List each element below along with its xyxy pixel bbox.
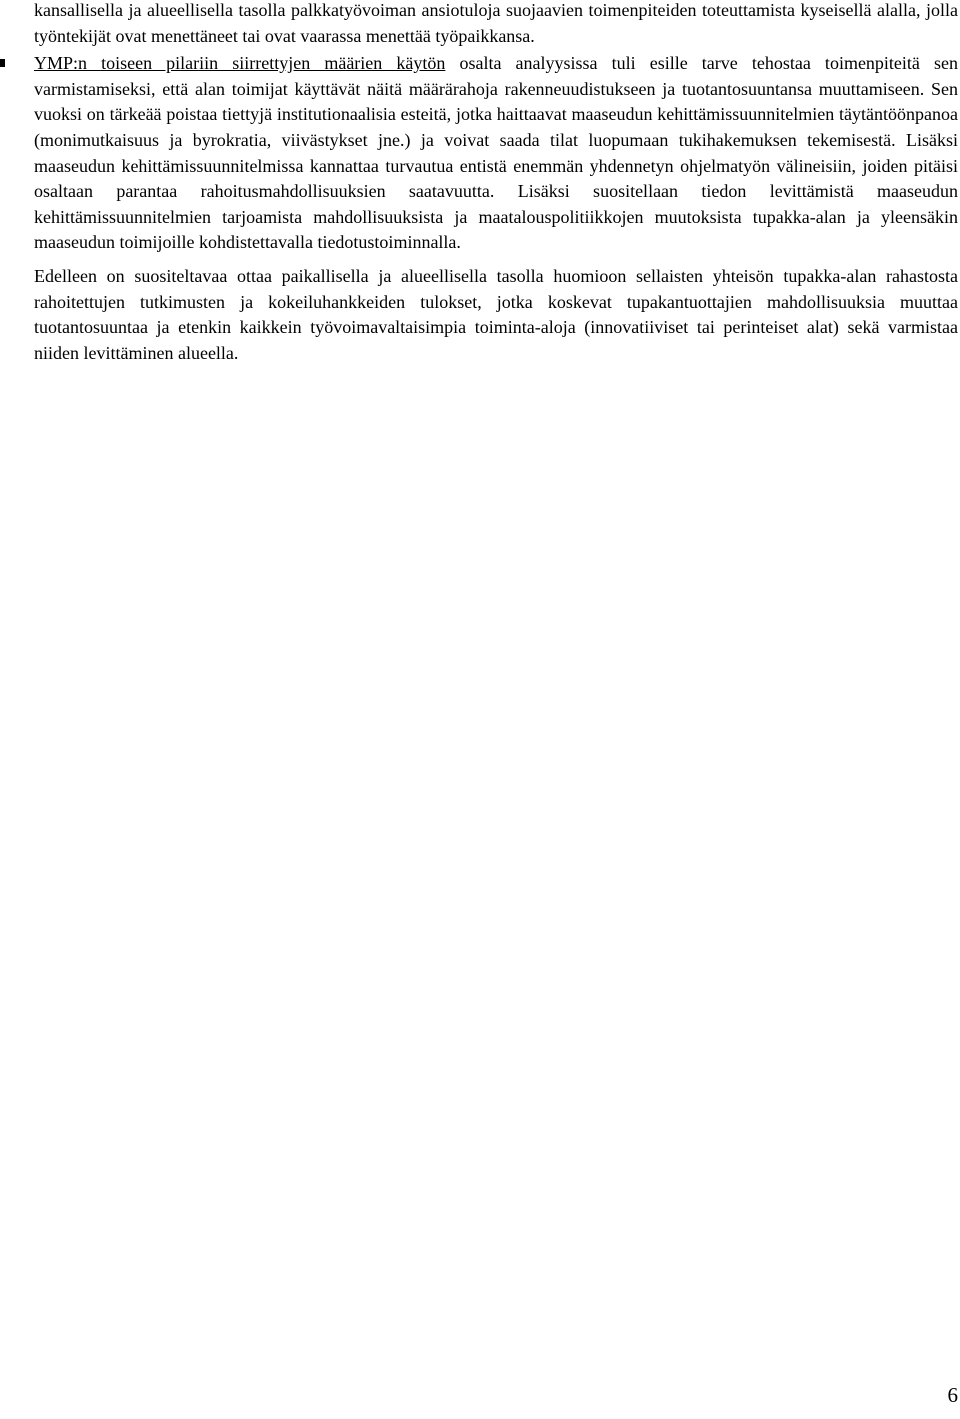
- bullet-text: osalta analyysissa tuli esille tarve tehostaa toimenpiteitä sen varmistamiseksi, että alan toimijat käyttävät näitä määrärahoja rakenneuudistukseen ja tuotantosuuntansa muuttamiseen. Sen vuoksi on tärkeää poistaa tiettyjä institutionaalisia esteitä, jotka haittaavat maaseudun kehittämissuunnitelmien täytäntöönpanoa (monimutkaisuus ja byrokratia, viivästykset jne.) ja voivat saada tilat luopumaan tukihakemuksen tekemisestä. Lisäksi maaseudun kehittämissuunnitelmissa kannattaa turvautua entistä enemmän yhdennetyn ohjelmatyön välineisiin, joiden pitäisi osaltaan parantaa rahoitusmahdollisuuksien saatavuutta. Lisäksi suositellaan tiedon levittämistä maaseudun kehittämissuunnitelmien tarjoamista mahdollisuuksista ja maatalouspolitiikkojen muutoksista tupakka-alan ja yleensäkin maaseudun toimijoille kohdistettavalla tiedotustoiminnalla.: [34, 53, 958, 253]
- paragraph-final: Edelleen on suositeltavaa ottaa paikallisella ja alueellisella tasolla huomioon sellaisten yhteisön tupakka-alan rahastosta rahoitettujen tutkimusten ja kokeiluhankkeiden tulokset, jotka koskevat tupakantuottajien mahdollisuuksia muuttaa tuotantosuuntaa ja etenkin kaikkein työvoimavaltaisimpia toiminta-aloja (innovatiiviset tai perinteiset alat) sekä varmistaa niiden levittäminen alueella.: [34, 265, 958, 363]
- paragraph-continuation: kansallisella ja alueellisella tasolla palkkatyövoiman ansiotuloja suojaavien toimenpiteiden toteuttamista kyseisellä alalla, jolla työntekijät ovat menettäneet tai ovat vaarassa menettää työpaikkansa.: [34, 0, 958, 46]
- page-number: 6: [947, 1383, 958, 1407]
- document-page: [34, 0, 958, 366]
- square-bullet-icon: [0, 59, 5, 67]
- paragraph-bullet: [34, 51, 958, 256]
- bullet-item: [34, 51, 958, 256]
- underlined-phrase: YMP:n toiseen pilariin siirrettyjen määrien käytön: [34, 53, 446, 74]
